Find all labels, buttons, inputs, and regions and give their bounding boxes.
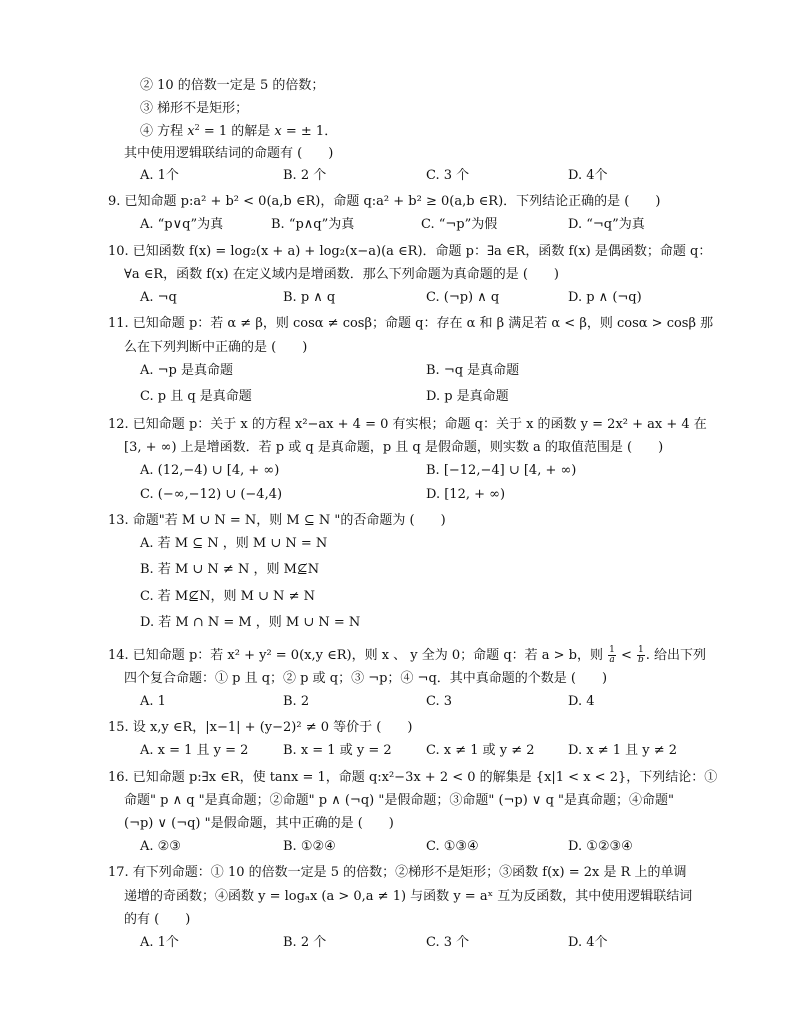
q13-option-c[interactable]: C. 若 M⊈N，则 M ∪ N ≠ N [140,589,315,604]
fraction-1-over-a: $\frac{1}{a}$ [609,645,615,665]
q13-option-a[interactable]: A. 若 M ⊆ N ，则 M ∪ N = N [140,536,328,551]
q15-option-d[interactable]: D. x ≠ 1 且 y ≠ 2 [568,743,678,758]
q14-option-a[interactable]: A. 1 [140,694,166,709]
question-17-line-2: 递增的奇函数；④函数 y = logₐx (a > 0,a ≠ 1) 与函数 y = aˣ 互为反函数，其中使用逻辑联结词 [124,889,693,904]
question-17-line-3: 的有 ( ) [124,912,191,927]
q16-option-b[interactable]: B. ①②④ [283,839,336,854]
statement-2: ② 10 的倍数一定是 5 的倍数； [140,78,325,93]
q12-option-b[interactable]: B. [−12,−4] ∪ [4, + ∞) [426,463,577,478]
question-16-line-1: 16. 已知命题 p:∃x ∈R，使 tanx = 1，命题 q:x²−3x + 2 < 0 的解集是 {x|1 < x < 2}，下列结论：① [108,770,718,785]
q17-option-a[interactable]: A. 1个 [140,935,179,950]
q12-option-a[interactable]: A. (12,−4) ∪ [4, + ∞) [140,463,280,478]
q13-option-b[interactable]: B. 若 M ∪ N ≠ N ，则 M⊈N [140,562,320,577]
q11-option-c[interactable]: C. p 且 q 是真命题 [140,389,252,404]
question-8-prompt: 其中使用逻辑联结词的命题有 ( ) [124,146,334,161]
q15-option-b[interactable]: B. x = 1 或 y = 2 [283,743,392,758]
question-15: 15. 设 x,y ∈R，|x−1| + (y−2)² ≠ 0 等价于 ( ) [108,720,413,735]
q15-option-c[interactable]: C. x ≠ 1 或 y ≠ 2 [426,743,535,758]
question-16-line-2: 命题" p ∧ q "是真命题；②命题" p ∧ (¬q) "是假命题；③命题" (¬p) ∨ q "是真命题；④命题" [124,793,674,808]
q16-option-c[interactable]: C. ①③④ [426,839,479,854]
q9-option-d[interactable]: D. “¬q”为真 [568,217,645,232]
q10-option-a[interactable]: A. ¬q [140,290,177,305]
question-14-line-1: 14. 已知命题 p：若 x² + y² = 0(x,y ∈R)，则 x 、 y 全为 0；命题 q：若 a > b，则 $\frac{1}{a}$ < $\frac{1}{b}$ . 给出下列 [108,645,707,665]
question-9: 9. 已知命题 p:a² + b² < 0(a,b ∈R)，命题 q:a² + b² ≥ 0(a,b ∈R)．下列结论正确的是 ( ) [108,194,661,209]
q10-option-d[interactable]: D. p ∧ (¬q) [568,290,642,305]
q16-option-a[interactable]: A. ②③ [140,839,181,854]
question-11-line-1: 11. 已知命题 p：若 α ≠ β，则 cosα ≠ cosβ；命题 q：存在 α 和 β 满足若 α < β，则 cosα > cosβ 那 [108,316,714,331]
q11-option-a[interactable]: A. ¬p 是真命题 [140,363,233,378]
q14-option-b[interactable]: B. 2 [283,694,310,709]
q12-option-c[interactable]: C. (−∞,−12) ∪ (−4,4) [140,487,283,502]
q9-option-a[interactable]: A. “p∨q”为真 [140,217,224,232]
question-11-line-2: 么在下列判断中正确的是 ( ) [124,340,308,355]
question-12-line-1: 12. 已知命题 p：关于 x 的方程 x²−ax + 4 = 0 有实根；命题 q：关于 x 的函数 y = 2x² + ax + 4 在 [108,417,707,432]
q15-option-a[interactable]: A. x = 1 且 y = 2 [140,743,249,758]
q11-option-d[interactable]: D. p 是真命题 [426,389,509,404]
statement-4: ④ 方程 $x^2 = 1$ 的解是 x = ± 1． [140,123,338,139]
q17-option-b[interactable]: B. 2 个 [283,935,327,950]
q9-option-b[interactable]: B. “p∧q”为真 [271,217,355,232]
q12-option-d[interactable]: D. [12, + ∞) [426,487,506,502]
q17-option-d[interactable]: D. 4个 [568,935,608,950]
statement-3: ③ 梯形不是矩形； [140,101,249,116]
q9-option-c[interactable]: C. “¬p”为假 [421,217,498,232]
question-16-line-3: (¬p) ∨ (¬q) "是假命题，其中正确的是 ( ) [124,816,394,831]
q8-option-b[interactable]: B. 2 个 [283,168,327,183]
q17-option-c[interactable]: C. 3 个 [426,935,470,950]
q8-option-c[interactable]: C. 3 个 [426,168,470,183]
q10-option-c[interactable]: C. (¬p) ∧ q [426,290,500,305]
q10-option-b[interactable]: B. p ∧ q [283,290,336,305]
q14-option-d[interactable]: D. 4 [568,694,595,709]
question-10-line-1: 10. 已知函数 f(x) = log₂(x + a) + log₂(x−a)(a ∈R)．命题 p：∃a ∈R，函数 f(x) 是偶函数；命题 q： [108,244,712,259]
q13-option-d[interactable]: D. 若 M ∩ N = M ，则 M ∪ N = N [140,615,361,630]
question-17-line-1: 17. 有下列命题：① 10 的倍数一定是 5 的倍数；②梯形不是矩形；③函数 f(x) = 2x 是 R 上的单调 [108,865,687,880]
q14-option-c[interactable]: C. 3 [426,694,453,709]
q8-option-d[interactable]: D. 4个 [568,168,608,183]
question-14-line-2: 四个复合命题：① p 且 q；② p 或 q；③ ¬p；④ ¬q．其中真命题的个数是 ( ) [124,671,608,686]
question-13: 13. 命题"若 M ∪ N = N，则 M ⊆ N "的否命题为 ( ) [108,513,446,528]
question-12-line-2: [3, + ∞) 上是增函数．若 p 或 q 是真命题，p 且 q 是假命题，则实数 a 的取值范围是 ( ) [124,440,664,455]
fraction-1-over-b: $\frac{1}{b}$ [638,645,644,665]
q8-option-a[interactable]: A. 1个 [140,168,179,183]
q16-option-d[interactable]: D. ①②③④ [568,839,633,854]
question-10-line-2: ∀a ∈R，函数 f(x) 在定义域内是增函数．那么下列命题为真命题的是 ( ) [124,267,559,282]
q11-option-b[interactable]: B. ¬q 是真命题 [426,363,520,378]
